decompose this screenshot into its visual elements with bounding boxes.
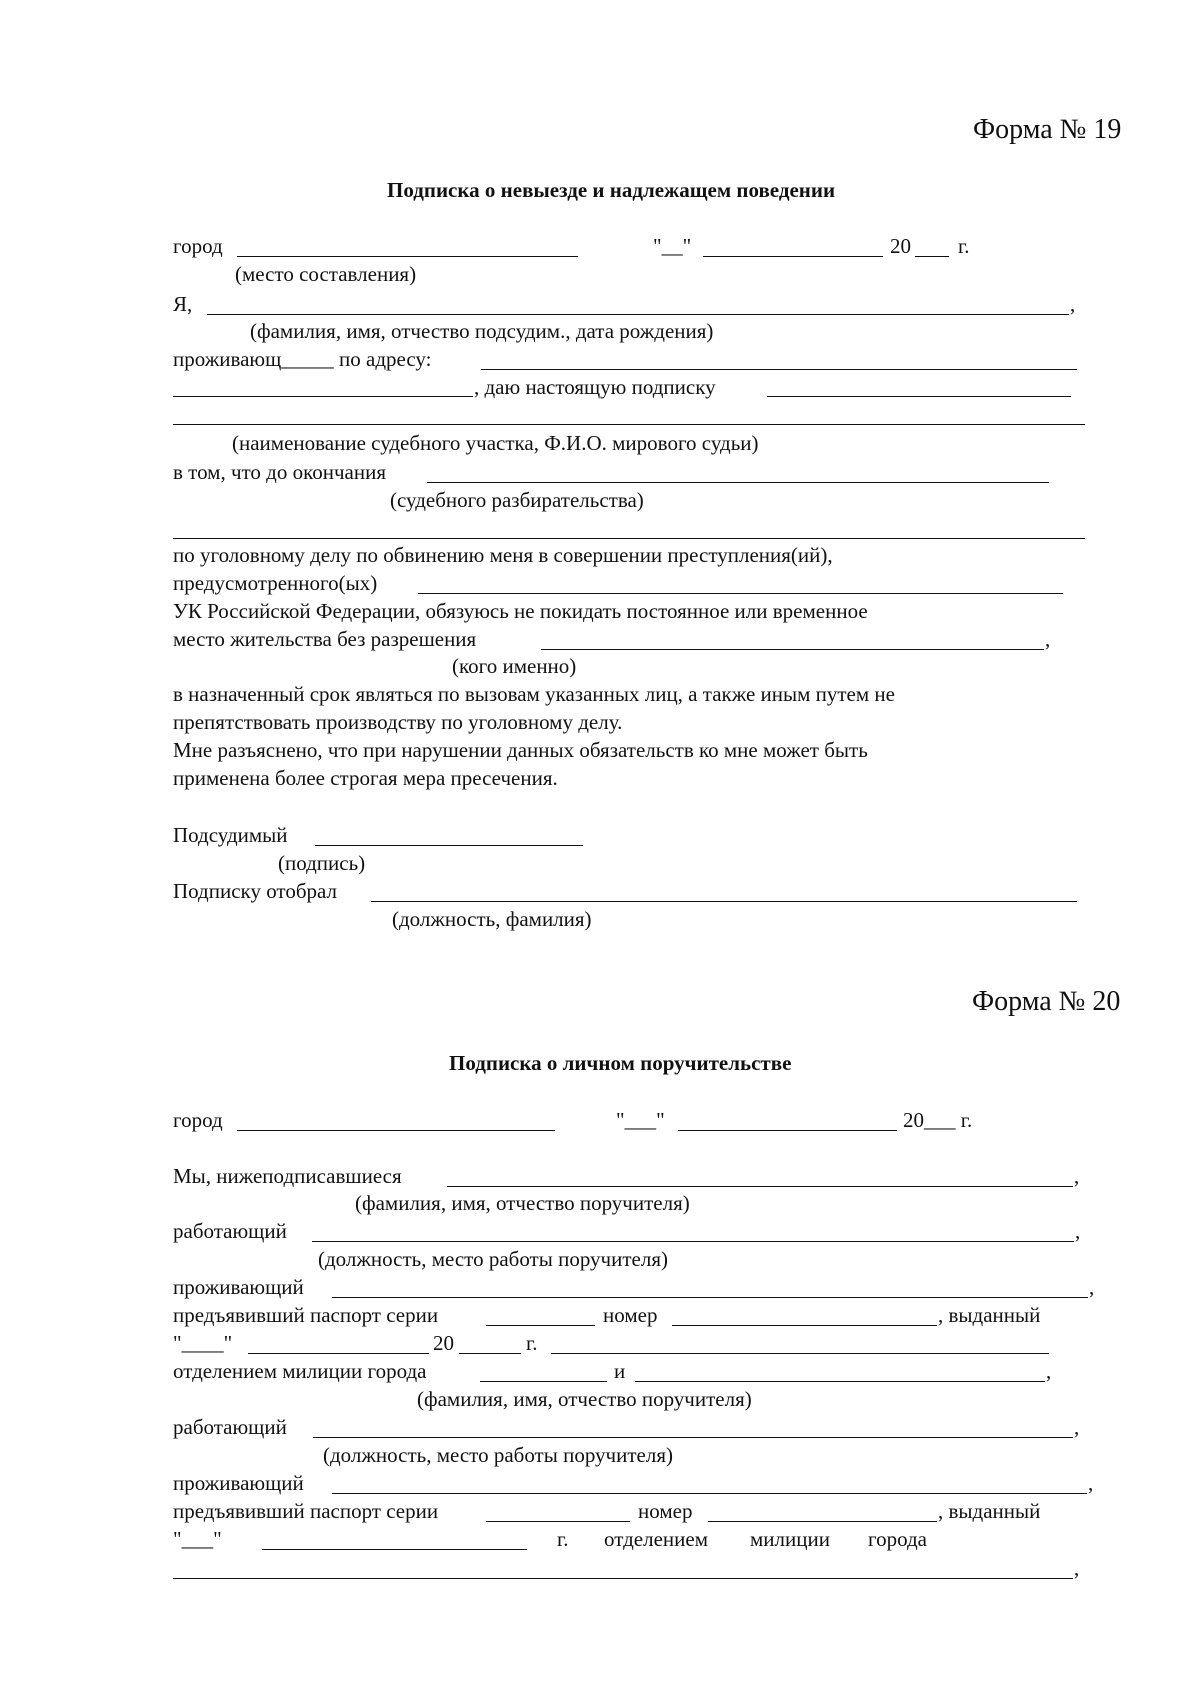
uk-text: УК Российской Федерации, обязуюсь не покидать постоянное или временное — [173, 599, 868, 623]
date-month-field[interactable] — [703, 256, 883, 257]
taken-label: Подписку отобрал — [173, 879, 337, 903]
date-year-prefix: 20 — [890, 234, 911, 258]
trial-caption: (судебного разбирательства) — [390, 488, 644, 512]
court-caption: (наименование судебного участка, Ф.И.О. мирового судьи) — [232, 431, 759, 455]
city-label: город — [173, 234, 223, 258]
guarantor-2-fio-field[interactable] — [635, 1381, 1045, 1382]
issue-year-1: 20 — [433, 1331, 454, 1355]
working-label-2: работающий — [173, 1415, 287, 1439]
passport-series-field-1[interactable] — [486, 1325, 595, 1326]
fio-caption: (фамилия, имя, отчество подсудим., дата рождения) — [250, 319, 714, 343]
we-label: Мы, нижеподписавшиеся — [173, 1164, 402, 1188]
issue-year-suffix-1: г. — [526, 1331, 538, 1355]
guarantor-2-job-field[interactable] — [313, 1437, 1073, 1438]
residence-label: место жительства без разрешения — [173, 627, 477, 651]
issued-label-1: , выданный — [938, 1303, 1041, 1327]
i-label: Я, — [173, 292, 193, 316]
issue-date-month-field-1[interactable] — [248, 1353, 429, 1354]
court-field-2[interactable] — [173, 424, 1085, 425]
form-19-title: Подписка о невыезде и надлежащем поведении — [387, 178, 836, 202]
date-year-suffix: г. — [958, 234, 970, 258]
guarantor-2-comma: , — [1046, 1359, 1052, 1383]
guarantor-1-comma: , — [1074, 1164, 1080, 1188]
date-year-20: 20___ г. — [903, 1108, 973, 1132]
guarantor-1-fio-field[interactable] — [447, 1186, 1073, 1187]
trial-field-2[interactable] — [173, 538, 1085, 539]
until-label: в том, что до окончания — [173, 460, 386, 484]
place-caption: (место составления) — [235, 262, 417, 286]
provided-label: предусмотренного(ых) — [173, 571, 378, 595]
residing-label-20-1: проживающий — [173, 1275, 304, 1299]
permission-field[interactable] — [541, 649, 1044, 650]
form-19-number: Форма № 19 — [973, 114, 1122, 145]
address-comma-1: , — [1089, 1275, 1095, 1299]
residing-label-20-2: проживающий — [173, 1471, 304, 1495]
passport-label-1: предъявивший паспорт серии — [173, 1303, 439, 1327]
signature-caption: (подпись) — [278, 851, 366, 875]
issue-extra-field-1[interactable] — [551, 1353, 1049, 1354]
address-field-2[interactable] — [173, 396, 473, 397]
residing-label: проживающ_____ по адресу: — [173, 347, 432, 371]
number-label-2: номер — [638, 1499, 693, 1523]
issue-year-suffix-2: г. — [557, 1527, 569, 1551]
position-caption: (должность, фамилия) — [392, 907, 592, 931]
passport-series-field-2[interactable] — [486, 1521, 630, 1522]
permission-comma: , — [1045, 627, 1051, 651]
articles-field[interactable] — [418, 593, 1063, 594]
fio-caption-2: (фамилия, имя, отчество поручителя) — [417, 1387, 752, 1411]
issue-year-field-1[interactable] — [459, 1353, 521, 1354]
job-caption-2: (должность, место работы поручителя) — [323, 1443, 673, 1467]
address-comma-2: , — [1088, 1471, 1094, 1495]
job-comma-1: , — [1075, 1219, 1081, 1243]
city-field[interactable] — [237, 256, 578, 257]
date-month-field-20[interactable] — [678, 1130, 897, 1131]
issue-date-field-2[interactable] — [262, 1549, 527, 1550]
issued-label-2: , выданный — [938, 1499, 1041, 1523]
passport-number-field-2[interactable] — [708, 1521, 937, 1522]
passport-number-field-1[interactable] — [672, 1325, 937, 1326]
guarantor-1-address-field[interactable] — [332, 1297, 1088, 1298]
fio-field[interactable] — [207, 314, 1069, 315]
police-city-field-1[interactable] — [480, 1381, 607, 1382]
date-day-20: "___" — [616, 1108, 665, 1132]
criminal-case-text: по уголовному делу по обвинению меня в совершении преступления(ий), — [173, 543, 833, 567]
fio-caption-1: (фамилия, имя, отчество поручителя) — [355, 1191, 690, 1215]
give-label: , даю настоящую подписку — [474, 375, 716, 399]
address-field-1[interactable] — [481, 369, 1077, 370]
trial-field[interactable] — [427, 482, 1049, 483]
appear-text: в назначенный срок являться по вызовам указанных лиц, а также иным путем не — [173, 682, 895, 706]
police-label-2b: милиции — [750, 1527, 830, 1551]
date-year-field[interactable] — [915, 256, 949, 257]
guarantor-1-job-field[interactable] — [312, 1241, 1074, 1242]
number-label-1: номер — [603, 1303, 658, 1327]
taken-by-field[interactable] — [371, 901, 1077, 902]
form-20-title: Подписка о личном поручительстве — [449, 1051, 792, 1075]
date-day: "__" — [653, 234, 692, 258]
police-city-field-2[interactable] — [173, 1578, 1073, 1579]
issue-date-day-1: "____" — [173, 1331, 233, 1355]
measure-text: применена более строгая мера пресечения. — [173, 766, 558, 790]
police-label-2c: города — [868, 1527, 927, 1551]
and-label: и — [614, 1359, 626, 1383]
police-city-comma-2: , — [1074, 1556, 1080, 1580]
guarantor-2-address-field[interactable] — [332, 1493, 1087, 1494]
job-caption-1: (должность, место работы поручителя) — [318, 1247, 668, 1271]
working-label-1: работающий — [173, 1219, 287, 1243]
job-comma-2: , — [1074, 1415, 1080, 1439]
fio-comma: , — [1070, 292, 1076, 316]
court-field-1[interactable] — [767, 396, 1071, 397]
defendant-signature-field[interactable] — [315, 845, 583, 846]
whom-caption: (кого именно) — [452, 654, 577, 678]
city-field-20[interactable] — [237, 1130, 555, 1131]
defendant-label: Подсудимый — [173, 823, 288, 847]
city-label-20: город — [173, 1108, 223, 1132]
police-label-1: отделением милиции города — [173, 1359, 427, 1383]
police-label-2a: отделением — [604, 1527, 709, 1551]
passport-label-2: предъявивший паспорт серии — [173, 1499, 439, 1523]
obstruct-text: препятствовать производству по уголовному делу. — [173, 710, 623, 734]
form-20-number: Форма № 20 — [972, 986, 1121, 1017]
issue-date-day-2: "___" — [173, 1527, 222, 1551]
explained-text: Мне разъяснено, что при нарушении данных обязательств ко мне может быть — [173, 738, 868, 762]
